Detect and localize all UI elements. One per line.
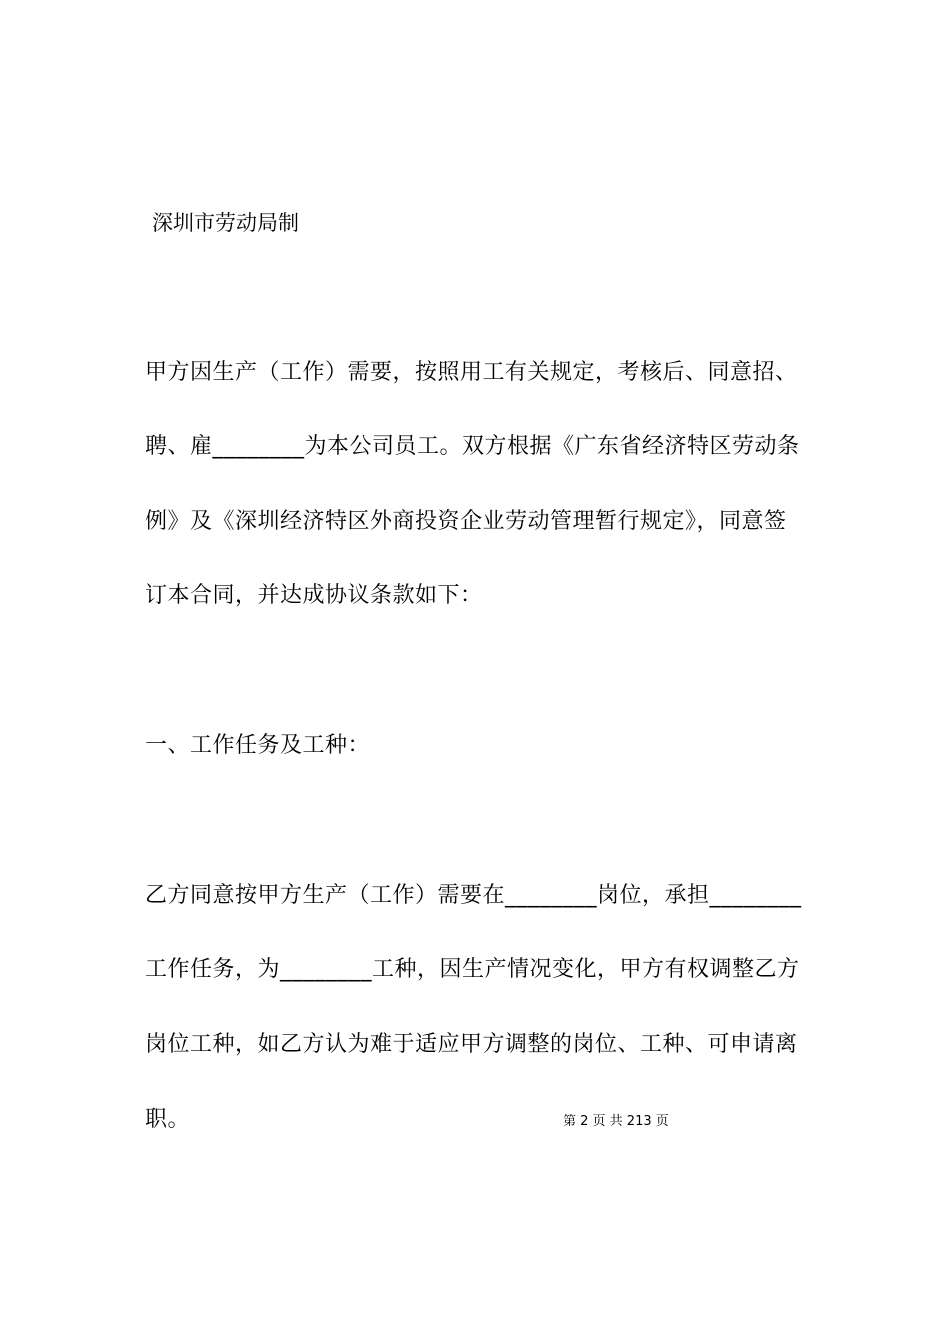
section-1-line-3: 岗位工种，如乙方认为难于适应甲方调整的岗位、工种、可申请离	[145, 1032, 798, 1057]
intro-line-1: 甲方因生产（工作）需要，按照用工有关规定，考核后、同意招、	[145, 360, 798, 385]
intro-line-2: 聘、雇________为本公司员工。双方根据《广东省经济特区劳动条	[145, 434, 800, 459]
intro-line-4: 订本合同，并达成协议条款如下：	[145, 583, 483, 608]
section-1-line-4: 职。	[145, 1107, 191, 1132]
section-1-line-1: 乙方同意按甲方生产（工作）需要在________岗位，承担________	[145, 883, 802, 908]
page-indicator: 第 2 页 共 213 页	[563, 1114, 669, 1129]
issuer-line: 深圳市劳动局制	[152, 211, 299, 235]
intro-line-3: 例》及《深圳经济特区外商投资企业劳动管理暂行规定》，同意签	[145, 509, 787, 534]
section-1-line-2: 工作任务，为________工种，因生产情况变化，甲方有权调整乙方	[145, 957, 800, 982]
section-1-heading: 一、工作任务及工种：	[145, 733, 371, 758]
